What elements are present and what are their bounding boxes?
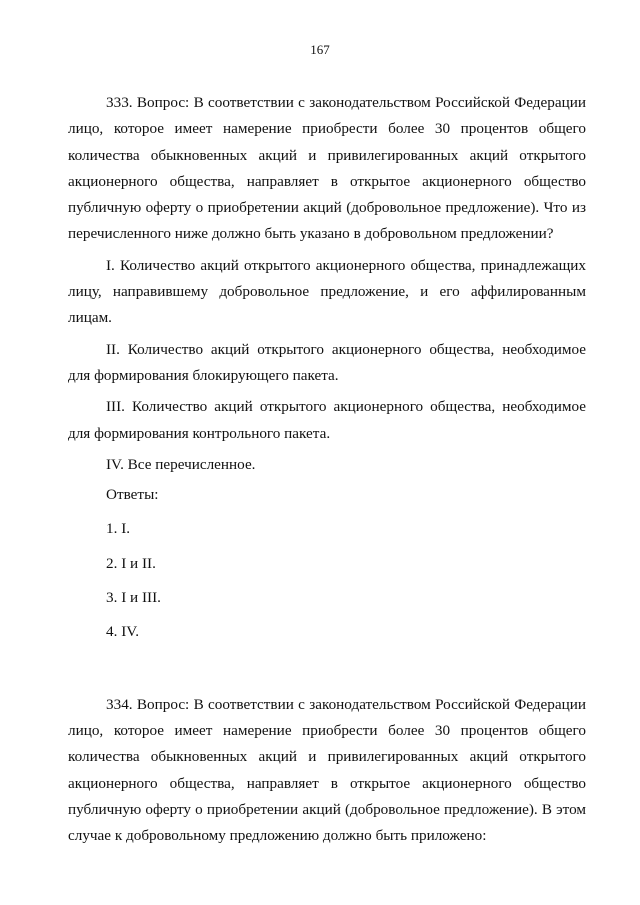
- statement-2: II. Количество акций открытого акционерного общества, необходимое для формирования блокирующего пакета.: [68, 340, 586, 384]
- answer-option-1: 1. I.: [106, 520, 131, 538]
- statement-4: IV. Все перечисленное.: [106, 455, 256, 473]
- question-334-text: 334. Вопрос: В соответствии с законодательством Российской Федерации лицо, которое имеет намерение приобрести более 30 процентов общего количества обыкновенных акций и привилегированных акций открытого акционерного общества, направляет в открытое акционерного общество публичную оферту о приобретении акций (добровольное предложение). В этом случае к добровольному предложению должно быть приложено:: [68, 695, 586, 845]
- page-number: 167: [310, 42, 330, 57]
- question-333: [68, 90, 586, 646]
- question-334: [68, 692, 586, 850]
- question-333-text: 333. Вопрос: В соответствии с законодательством Российской Федерации лицо, которое имеет намерение приобрести более 30 процентов общего количества обыкновенных акций и привилегированных акций открытого акционерного общества, направляет в открытое акционерного общество публичную оферту о приобретении акций (добровольное предложение). Что из перечисленного ниже должно быть указано в добровольном предложении?: [68, 94, 586, 243]
- page-content: [68, 90, 586, 849]
- statement-1: I. Количество акций открытого акционерного общества, принадлежащих лицу, направившему добровольное предложение, и его аффилированным лицам.: [68, 256, 586, 327]
- answers-label: Ответы:: [106, 486, 159, 504]
- statement-3: III. Количество акций открытого акционерного общества, необходимое для формирования контрольного пакета.: [68, 398, 586, 442]
- answer-option-4: 4. IV.: [106, 623, 140, 641]
- answer-option-3: 3. I и III.: [106, 589, 161, 607]
- answer-option-2: 2. I и II.: [106, 554, 156, 572]
